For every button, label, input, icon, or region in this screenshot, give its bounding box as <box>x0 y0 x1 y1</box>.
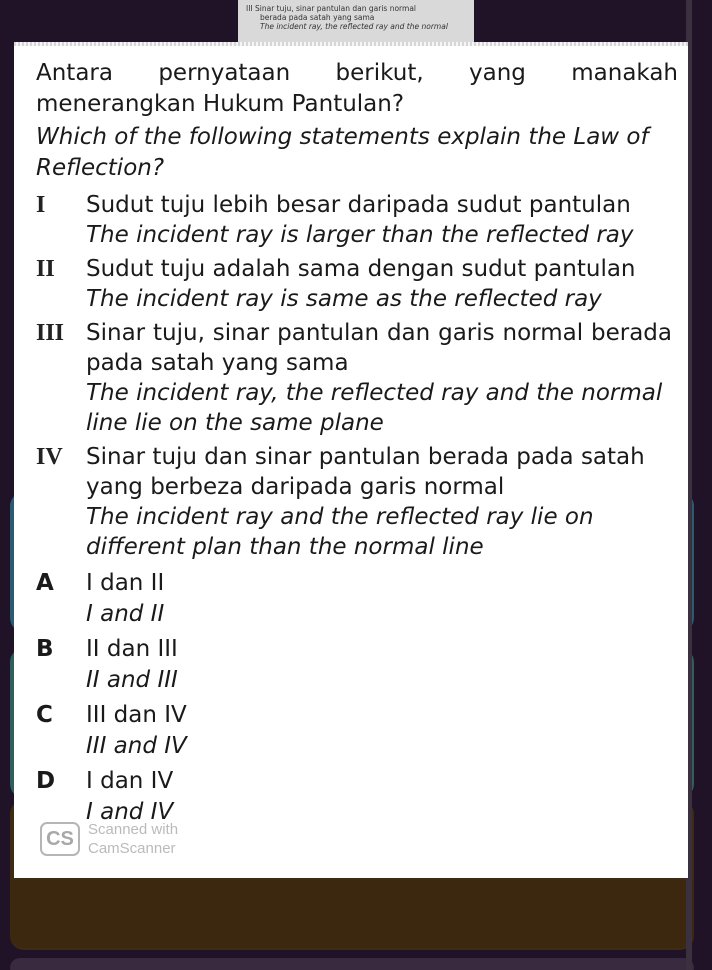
snippet-line: berada pada satah yang sama <box>260 13 375 22</box>
statement-number: IV <box>36 444 63 470</box>
answer-option-c[interactable] <box>36 700 678 762</box>
statement-item <box>36 254 678 314</box>
question-english: Which of the following statements explain the Law of Reflection? <box>36 124 649 181</box>
statement-number: II <box>36 256 55 282</box>
answer-option-d[interactable] <box>36 766 678 828</box>
statement-malay: Sudut tuju lebih besar daripada sudut pantulan <box>86 192 631 218</box>
question-malay: Antara pernyataan berikut, yang manakah menerangkan Hukum Pantulan? <box>36 60 678 117</box>
option-letter: B <box>36 636 54 662</box>
statement-item <box>36 442 678 562</box>
option-letter: A <box>36 570 54 596</box>
option-letter: C <box>36 702 53 728</box>
statement-english: The incident ray is larger than the reflected ray <box>86 222 634 248</box>
previous-page-snippet <box>238 0 474 42</box>
snippet-line: The incident ray, the reflected ray and the normal <box>260 22 448 31</box>
watermark-line: Scanned with <box>88 821 179 838</box>
scanned-question-image <box>14 42 688 878</box>
option-malay: III dan IV <box>86 702 187 728</box>
statement-number: III <box>36 320 65 346</box>
answer-option-b[interactable] <box>36 634 678 696</box>
camscanner-logo-icon: CS <box>40 822 80 856</box>
statement-english: The incident ray and the reflected ray lie on different plan than the normal line <box>86 504 594 560</box>
option-malay: II dan III <box>86 636 178 662</box>
statement-item <box>36 190 678 250</box>
option-malay: I dan IV <box>86 768 174 794</box>
option-english: III and IV <box>86 733 187 759</box>
statement-malay: Sinar tuju dan sinar pantulan berada pada satah yang berbeza daripada garis normal <box>86 444 645 500</box>
background-card-bottom <box>10 958 694 970</box>
snippet-line: III Sinar tuju, sinar pantulan dan garis normal <box>246 4 416 13</box>
statement-malay: Sudut tuju adalah sama dengan sudut pantulan <box>86 256 636 282</box>
option-english: II and III <box>86 667 178 693</box>
background-card-brown-lower <box>10 880 694 948</box>
option-english: I and II <box>86 601 165 627</box>
statement-malay: Sinar tuju, sinar pantulan dan garis normal berada pada satah yang sama <box>86 320 672 376</box>
statement-item <box>36 318 678 438</box>
watermark-line: CamScanner <box>88 840 176 857</box>
option-letter: D <box>36 768 56 794</box>
option-malay: I dan II <box>86 570 165 596</box>
option-english: I and IV <box>86 799 174 825</box>
statement-english: The incident ray, the reflected ray and the normal line lie on the same plane <box>86 380 663 436</box>
answer-option-a[interactable] <box>36 568 678 630</box>
statement-english: The incident ray is same as the reflected ray <box>86 286 602 312</box>
statement-number: I <box>36 192 46 218</box>
